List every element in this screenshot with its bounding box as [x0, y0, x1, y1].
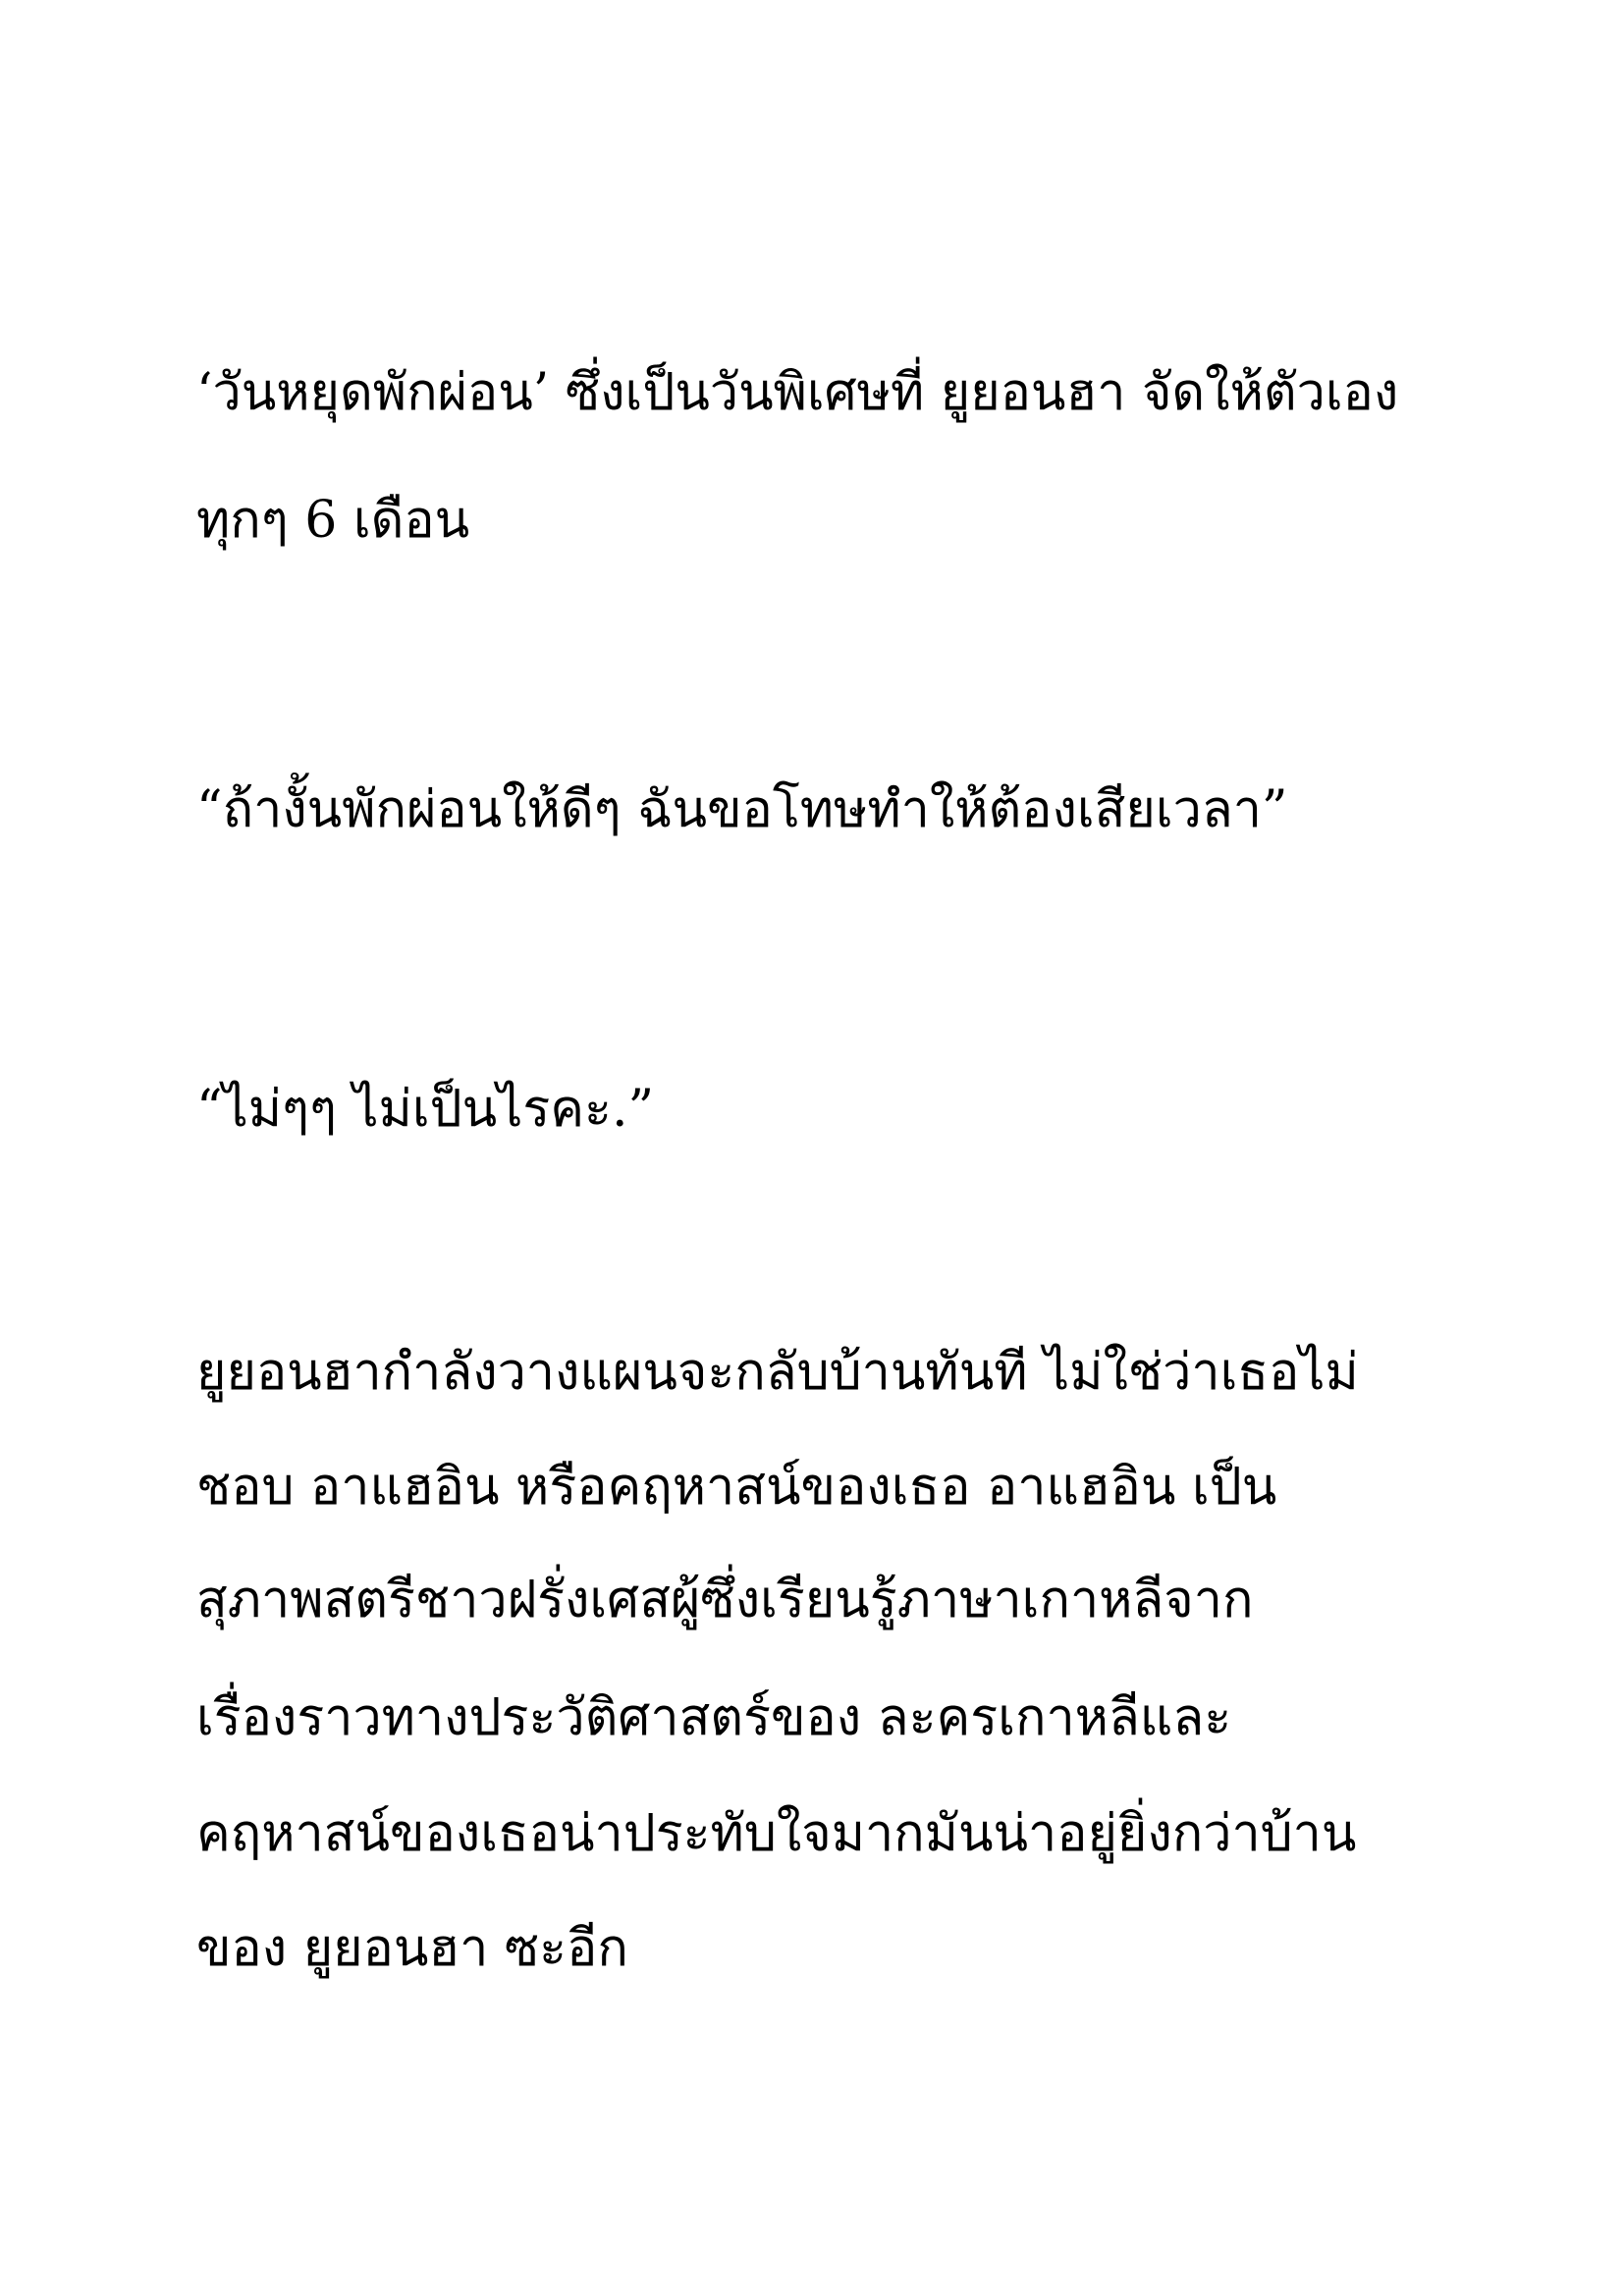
paragraph-1-line-1: ‘วันหยุดพักผ่อน’ ซึ่งเป็นวันพิเศษที่ ยูยอนฮา จัดให้ตัวเอง [196, 363, 1399, 422]
paragraph-2-line-3: สุภาพสตรีชาวฝรั่งเศสผู้ซึ่งเรียนรู้ภาษาเกาหลีจาก [196, 1571, 1254, 1629]
dialogue-line-1: “ถ้างั้นพักผ่อนให้ดีๆ ฉันขอโทษทำให้ต้องเสียเวลา” [196, 780, 1288, 839]
paragraph-2-line-6: ของ ยูยอนฮา ซะอีก [196, 1919, 628, 1978]
paragraph-2-line-1: ยูยอนฮากำลังวางแผนจะกลับบ้านทันที ไม่ใช่ว่าเธอไม่ [196, 1343, 1359, 1402]
paragraph-2-line-5: คฤหาสน์ของเธอน่าประทับใจมากมันน่าอยู่ยิ่งกว่าบ้าน [196, 1804, 1357, 1863]
paragraph-2-line-2: ชอบ อาแฮอิน หรือคฤหาสน์ของเธอ อาแฮอิน เป็น [196, 1458, 1277, 1517]
paragraph-1-line-2: ทุกๆ 6 เดือน [196, 491, 470, 550]
paragraph-2-line-4: เรื่องราวทางประวัติศาสตร์ของ ละครเกาหลีและ [196, 1688, 1232, 1747]
dialogue-line-2: “ไม่ๆๆ ไม่เป็นไรคะ.” [196, 1080, 655, 1139]
